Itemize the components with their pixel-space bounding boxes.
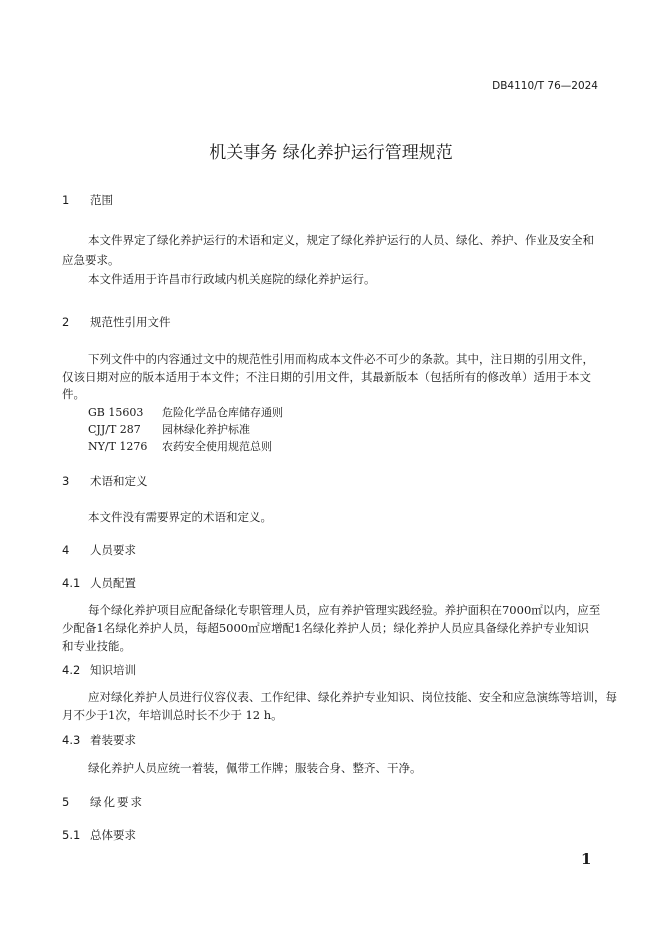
paragraph-line: 本文件适用于许昌市行政域内机关庭院的绿化养护运行。 [88, 272, 376, 286]
reference-name: 农药安全使用规范总则 [162, 440, 272, 453]
subsection-number: 5.1 [62, 828, 81, 842]
subsection-title: 知识培训 [90, 663, 136, 677]
reference-name: 危险化学品仓库储存通则 [162, 406, 283, 419]
section-number: 4 [62, 543, 70, 557]
reference-code: CJJ/T 287 [88, 423, 141, 436]
section-title: 范围 [90, 193, 113, 207]
standard-code: DB4110/T 76—2024 [492, 80, 598, 92]
section-1-heading [62, 192, 113, 208]
reference-name: 园林绿化养护标准 [162, 423, 250, 436]
paragraph-line: 和专业技能。 [62, 639, 131, 653]
section-4-heading [62, 542, 136, 558]
paragraph-line: 绿化养护人员应统一着装，佩带工作牌；服装合身、整齐、干净。 [88, 761, 422, 775]
reference-code: GB 15603 [88, 406, 144, 419]
subsection-title: 总体要求 [90, 828, 136, 842]
document-title: 机关事务 绿化养护运行管理规范 [209, 143, 453, 163]
page-number: 1 [581, 850, 592, 868]
section-title: 术语和定义 [90, 474, 148, 488]
subsection-title: 着装要求 [90, 733, 136, 747]
subsection-number: 4.2 [62, 663, 81, 677]
section-5-heading [62, 794, 144, 810]
reference-item [88, 438, 272, 454]
paragraph-line: 应急要求。 [62, 253, 120, 267]
subsection-4-1-heading [62, 575, 136, 591]
reference-item [88, 421, 250, 437]
section-number: 1 [62, 193, 70, 207]
reference-item [88, 404, 283, 420]
section-2-heading [62, 314, 171, 330]
paragraph-line: 每个绿化养护项目应配备绿化专职管理人员，应有养护管理实践经验。养护面积在7000㎡以内，应至 [88, 603, 601, 617]
subsection-title: 人员配置 [90, 576, 136, 590]
subsection-number: 4.3 [62, 733, 81, 747]
paragraph-line: 本文件界定了绿化养护运行的术语和定义，规定了绿化养护运行的人员、绿化、养护、作业及安全和 [88, 233, 594, 247]
paragraph-line: 下列文件中的内容通过文中的规范性引用而构成本文件必不可少的条款。其中，注日期的引用文件， [88, 352, 594, 366]
paragraph-line: 月不少于1次，年培训总时长不少于 12 h。 [62, 708, 283, 722]
section-title: 规范性引用文件 [90, 315, 171, 329]
subsection-5-1-heading [62, 827, 136, 843]
paragraph-line: 本文件没有需要界定的术语和定义。 [88, 510, 272, 524]
paragraph-line: 应对绿化养护人员进行仪容仪表、工作纪律、绿化养护专业知识、岗位技能、安全和应急演练等培训，每 [88, 690, 617, 704]
paragraph-line: 少配备1名绿化养护人员，每超5000㎡应增配1名绿化养护人员；绿化养护人员应具备绿化养护专业知识 [62, 621, 589, 635]
reference-code: NY/T 1276 [88, 440, 148, 453]
section-title: 绿化要求 [90, 795, 144, 809]
subsection-number: 4.1 [62, 576, 81, 590]
section-title: 人员要求 [90, 543, 136, 557]
paragraph-line: 件。 [62, 387, 85, 401]
subsection-4-2-heading [62, 662, 136, 678]
section-3-heading [62, 473, 148, 489]
section-number: 2 [62, 315, 70, 329]
subsection-4-3-heading [62, 732, 136, 748]
paragraph-line: 仅该日期对应的版本适用于本文件；不注日期的引用文件，其最新版本（包括所有的修改单）适用于本文 [62, 370, 591, 384]
section-number: 3 [62, 474, 70, 488]
section-number: 5 [62, 795, 70, 809]
